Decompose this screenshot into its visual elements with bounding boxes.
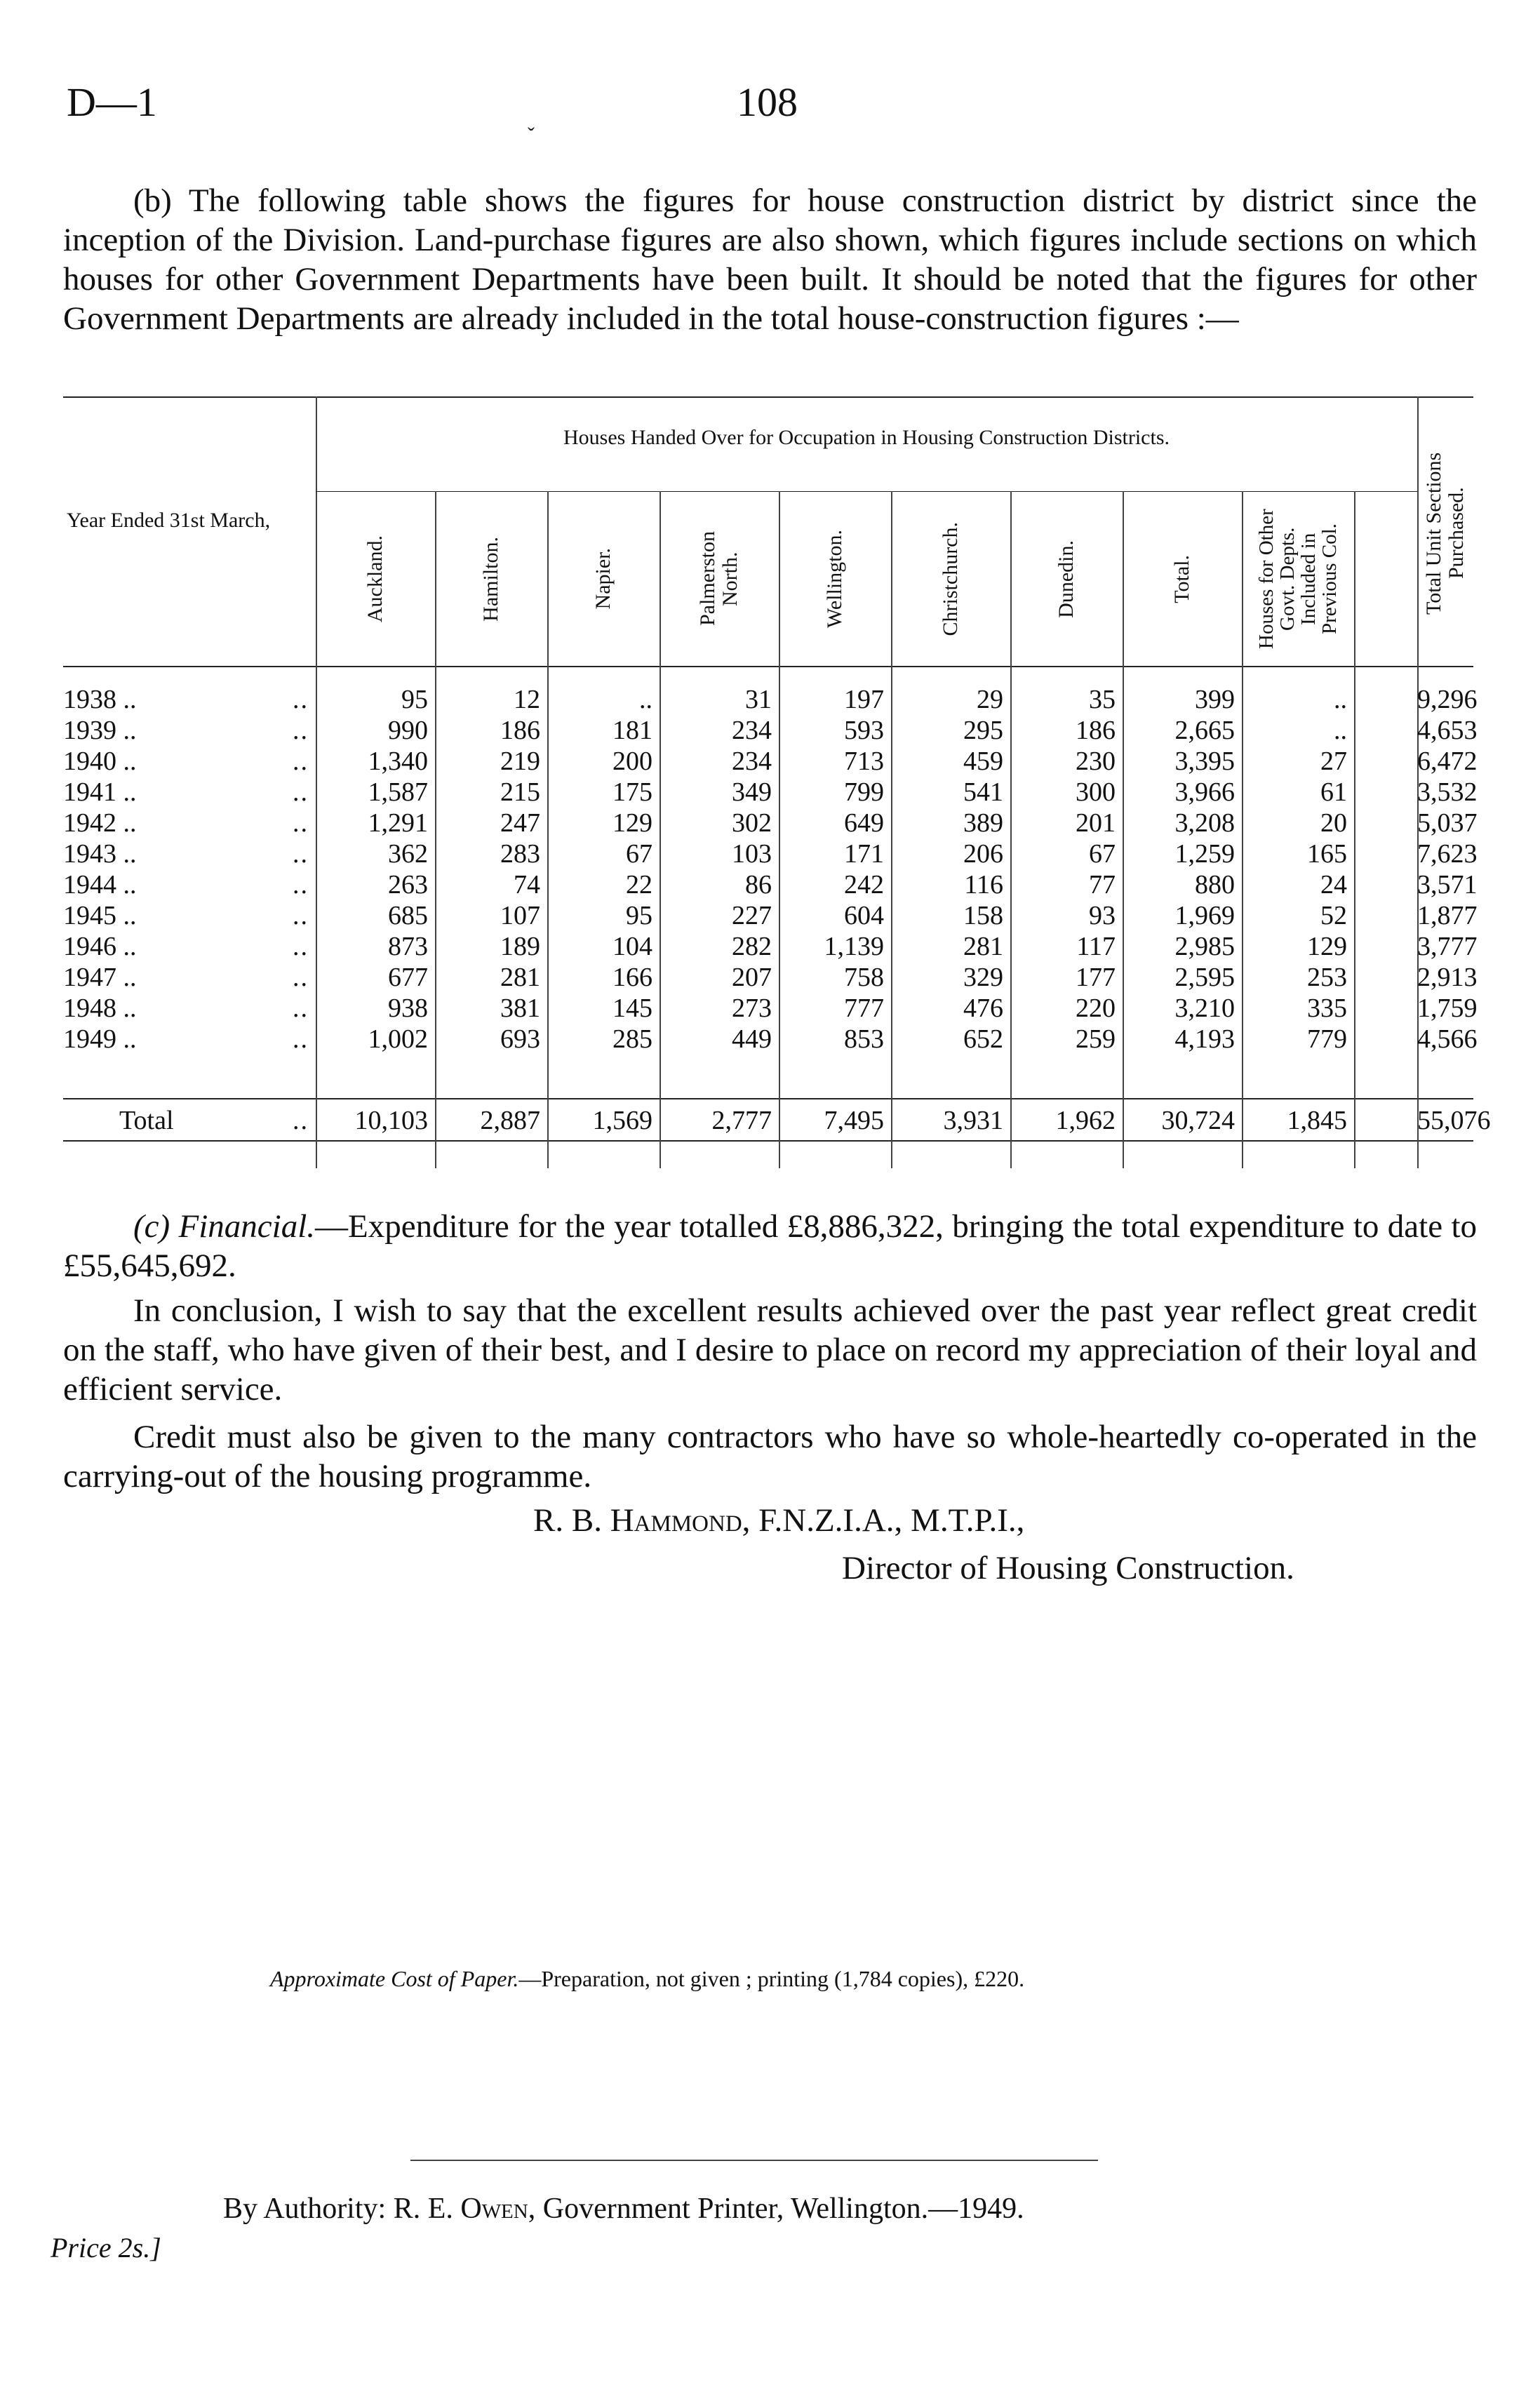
year-header: Year Ended 31st March, xyxy=(66,509,271,532)
cell: 3,395 xyxy=(1174,747,1235,776)
cell: 3,931 xyxy=(943,1106,1003,1135)
cell: 215 xyxy=(500,777,540,807)
cell: 95 xyxy=(626,901,652,930)
price: Price 2s.] xyxy=(51,2232,161,2263)
cell: 677 xyxy=(388,963,428,992)
table-row xyxy=(63,993,1478,1024)
table-row xyxy=(63,715,1478,746)
row-leader-dots: .. xyxy=(293,839,309,869)
cell: 2,887 xyxy=(480,1106,540,1135)
cell: 189 xyxy=(500,932,540,961)
cell: 103 xyxy=(732,839,772,869)
row-year: 1940 .. xyxy=(63,747,137,776)
cell: 116 xyxy=(964,870,1003,899)
cell: 7,495 xyxy=(824,1106,884,1135)
table-row xyxy=(63,931,1478,962)
cell: 3,208 xyxy=(1174,808,1235,838)
row-year: 1949 .. xyxy=(63,1024,137,1054)
cell: 201 xyxy=(1076,808,1116,838)
row-leader-dots: .. xyxy=(293,963,309,992)
cell: 652 xyxy=(963,1024,1003,1054)
cell: 1,002 xyxy=(368,1024,428,1054)
page-number: 108 xyxy=(737,79,798,125)
row-year: 1943 .. xyxy=(63,839,137,869)
cell: 1,759 xyxy=(1417,994,1478,1023)
cell: 61 xyxy=(1320,777,1347,807)
row-leader-dots: .. xyxy=(293,808,309,838)
cell: 399 xyxy=(1195,685,1235,714)
cell: 1,569 xyxy=(592,1106,652,1135)
cell: 285 xyxy=(612,1024,652,1054)
cell: 30,724 xyxy=(1161,1106,1235,1135)
cell: 22 xyxy=(626,870,652,899)
row-leader-dots: .. xyxy=(293,994,309,1023)
table-row xyxy=(63,808,1478,838)
cell: 2,595 xyxy=(1174,963,1235,992)
cell: 2,913 xyxy=(1417,963,1478,992)
cell: 263 xyxy=(388,870,428,899)
cell: 349 xyxy=(732,777,772,807)
cell: 541 xyxy=(963,777,1003,807)
row-leader-dots: .. xyxy=(293,716,309,745)
cell: 5,037 xyxy=(1417,808,1478,838)
row-year: 1941 .. xyxy=(63,777,137,807)
table-row xyxy=(63,838,1478,869)
cell: 220 xyxy=(1076,994,1116,1023)
cell: 880 xyxy=(1195,870,1235,899)
cell: 29 xyxy=(977,685,1003,714)
cell: 6,472 xyxy=(1417,747,1478,776)
table-row xyxy=(63,962,1478,993)
row-leader-dots: .. xyxy=(293,901,309,930)
cell: 1,340 xyxy=(368,747,428,776)
cell: 7,623 xyxy=(1417,839,1478,869)
housing-table xyxy=(63,396,1491,1175)
cell: 186 xyxy=(1076,716,1116,745)
cell: 27 xyxy=(1320,747,1347,776)
col-header-wellington: Wellington. xyxy=(823,529,846,629)
cell: 175 xyxy=(612,777,652,807)
col-header-napier: Napier. xyxy=(591,548,615,610)
table-top-rule xyxy=(63,396,1473,398)
total-bottom-rule xyxy=(63,1140,1473,1142)
cell: 3,210 xyxy=(1174,994,1235,1023)
row-year: Total xyxy=(119,1106,174,1135)
table-row xyxy=(63,684,1478,715)
cell: 3,571 xyxy=(1417,870,1478,899)
cell: 10,103 xyxy=(354,1106,428,1135)
col-header-sections: Total Unit Sections Purchased. xyxy=(1422,452,1468,615)
row-leader-dots: .. xyxy=(293,747,309,776)
cell: 283 xyxy=(500,839,540,869)
cell: 1,291 xyxy=(368,808,428,838)
cell: 3,532 xyxy=(1417,777,1478,807)
cell: 253 xyxy=(1307,963,1347,992)
col-header-other-depts: Houses for Other Govt. Depts. Included in Previous Col. xyxy=(1255,509,1341,649)
row-year: 1945 .. xyxy=(63,901,137,930)
cell: 74 xyxy=(514,870,540,899)
cell: 1,877 xyxy=(1417,901,1478,930)
cell: 95 xyxy=(401,685,428,714)
cell: 990 xyxy=(388,716,428,745)
row-leader-dots: .. xyxy=(293,685,309,714)
cell: 2,985 xyxy=(1174,932,1235,961)
cell: 206 xyxy=(963,839,1003,869)
span-header: Houses Handed Over for Occupation in Housing Construction Districts. xyxy=(563,426,1170,449)
stray-mark: ˇ xyxy=(528,123,535,147)
financial-paragraph xyxy=(63,1207,1477,1285)
cell: 4,193 xyxy=(1174,1024,1235,1054)
cell: 938 xyxy=(388,994,428,1023)
cell: 67 xyxy=(1089,839,1116,869)
cell: 24 xyxy=(1320,870,1347,899)
cell: 207 xyxy=(732,963,772,992)
cell: 381 xyxy=(500,994,540,1023)
row-leader-dots: .. xyxy=(293,870,309,899)
row-year: 1942 .. xyxy=(63,808,137,838)
row-leader-dots: .. xyxy=(293,777,309,807)
cell: 282 xyxy=(732,932,772,961)
cell: 117 xyxy=(1076,932,1116,961)
cell: 234 xyxy=(732,747,772,776)
cell: 362 xyxy=(388,839,428,869)
cell: 259 xyxy=(1076,1024,1116,1054)
signatory-name: R. B. Hammond, F.N.Z.I.A., M.T.P.I., xyxy=(533,1502,1025,1539)
printer-authority: By Authority: R. E. Owen, Government Printer, Wellington.—1949. xyxy=(223,2193,1024,2225)
cell: 4,566 xyxy=(1417,1024,1478,1054)
cell: 2,665 xyxy=(1174,716,1235,745)
signatory-title: Director of Housing Construction. xyxy=(842,1550,1294,1586)
cell: 197 xyxy=(844,685,884,714)
cell: 4,653 xyxy=(1417,716,1478,745)
cell: 219 xyxy=(500,747,540,776)
row-year: 1944 .. xyxy=(63,870,137,899)
cell: 449 xyxy=(732,1024,772,1054)
cell: 1,969 xyxy=(1174,901,1235,930)
cell: 3,966 xyxy=(1174,777,1235,807)
cell: 129 xyxy=(612,808,652,838)
cell: 779 xyxy=(1307,1024,1347,1054)
header-bottom-rule xyxy=(63,666,1473,667)
cell: 273 xyxy=(732,994,772,1023)
intro-paragraph: (b) The following table shows the figures for house construction district by district since the inception of the Division. Land-purchase figures are also shown, which figures include sections on which houses for other Government Departments have been built. It should be noted that the figures for other Government Departments are already included in the total house-construction figures :— xyxy=(63,182,1477,337)
table-total-row xyxy=(63,1105,1491,1136)
document-reference: D—1 xyxy=(67,79,157,125)
cell: 281 xyxy=(500,963,540,992)
row-leader-dots: .. xyxy=(293,932,309,961)
row-year: 1938 .. xyxy=(63,685,137,714)
credit-paragraph: Credit must also be given to the many contractors who have so whole-heartedly co-operated in the carrying-out of the housing programme. xyxy=(63,1419,1477,1494)
cell: 234 xyxy=(732,716,772,745)
col-header-christchurch: Christchurch. xyxy=(939,521,962,636)
cell: 247 xyxy=(500,808,540,838)
col-header-auckland: Auckland. xyxy=(363,535,387,623)
table-row xyxy=(63,1024,1478,1055)
cell: 593 xyxy=(844,716,884,745)
cell: 459 xyxy=(963,747,1003,776)
row-year: 1948 .. xyxy=(63,994,137,1023)
cell: 166 xyxy=(612,963,652,992)
cell: 158 xyxy=(963,901,1003,930)
col-header-palmerston: Palmerston North. xyxy=(696,531,742,627)
cell: 295 xyxy=(963,716,1003,745)
cell: 242 xyxy=(844,870,884,899)
cell: 777 xyxy=(844,994,884,1023)
row-year: 1939 .. xyxy=(63,716,137,745)
cell: 713 xyxy=(844,747,884,776)
financial-label: (c) Financial. xyxy=(133,1208,316,1245)
cell: 86 xyxy=(745,870,772,899)
cell: 1,587 xyxy=(368,777,428,807)
conclusion-paragraph: In conclusion, I wish to say that the excellent results achieved over the past year reflect great credit on the staff, who have given of their best, and I desire to place on record my appreciation of their loyal and efficient service. xyxy=(63,1292,1477,1407)
table-row xyxy=(63,746,1478,777)
financial-text: —Expenditure for the year totalled £8,886,322, bringing the total expenditure to date to £55,645,692. xyxy=(63,1208,1477,1284)
cell: 165 xyxy=(1307,839,1347,869)
col-header-total: Total. xyxy=(1170,554,1193,603)
cell: 107 xyxy=(500,901,540,930)
cell: 3,777 xyxy=(1417,932,1478,961)
total-top-rule xyxy=(63,1098,1473,1099)
cell: 145 xyxy=(612,994,652,1023)
cell: 799 xyxy=(844,777,884,807)
cell: 685 xyxy=(388,901,428,930)
cost-of-paper: Approximate Cost of Paper.—Preparation, not given ; printing (1,784 copies), £220. xyxy=(270,1966,1025,1991)
cell: 93 xyxy=(1089,901,1116,930)
cell: 758 xyxy=(844,963,884,992)
col-header-dunedin: Dunedin. xyxy=(1054,540,1078,618)
cell: 853 xyxy=(844,1024,884,1054)
cell: 129 xyxy=(1307,932,1347,961)
cell: 9,296 xyxy=(1417,685,1478,714)
cell: 200 xyxy=(612,747,652,776)
row-leader-dots: .. xyxy=(293,1024,309,1054)
cell: 693 xyxy=(500,1024,540,1054)
cell: 230 xyxy=(1076,747,1116,776)
cell: .. xyxy=(639,685,652,714)
cell: 1,139 xyxy=(824,932,884,961)
cell: 227 xyxy=(732,901,772,930)
cell: 604 xyxy=(844,901,884,930)
cell: 476 xyxy=(963,994,1003,1023)
span-header-rule xyxy=(316,491,1417,492)
table-row xyxy=(63,777,1478,808)
cell: 300 xyxy=(1076,777,1116,807)
cell: 31 xyxy=(745,685,772,714)
cell: 389 xyxy=(963,808,1003,838)
row-year: 1946 .. xyxy=(63,932,137,961)
cell: 104 xyxy=(612,932,652,961)
cell: 329 xyxy=(963,963,1003,992)
cell: 2,777 xyxy=(711,1106,772,1135)
cell: 649 xyxy=(844,808,884,838)
cell: 12 xyxy=(514,685,540,714)
col-header-hamilton: Hamilton. xyxy=(479,536,502,622)
cell: 177 xyxy=(1076,963,1116,992)
cell: 67 xyxy=(626,839,652,869)
cell: 1,962 xyxy=(1055,1106,1116,1135)
cell: 873 xyxy=(388,932,428,961)
cell: 1,845 xyxy=(1287,1106,1347,1135)
table-row xyxy=(63,869,1478,900)
cell: .. xyxy=(1334,685,1347,714)
cell: 171 xyxy=(844,839,884,869)
cell: 77 xyxy=(1089,870,1116,899)
cell: 20 xyxy=(1320,808,1347,838)
cell: 302 xyxy=(732,808,772,838)
cell: 281 xyxy=(963,932,1003,961)
cell: .. xyxy=(1334,716,1347,745)
table-row xyxy=(63,900,1478,931)
cell: 335 xyxy=(1307,994,1347,1023)
cell: 35 xyxy=(1089,685,1116,714)
cell: 186 xyxy=(500,716,540,745)
cell: 1,259 xyxy=(1174,839,1235,869)
footer-rule xyxy=(410,2160,1098,2161)
row-leader-dots: .. xyxy=(293,1106,309,1135)
cell: 52 xyxy=(1320,901,1347,930)
cell: 55,076 xyxy=(1417,1106,1491,1135)
cell: 181 xyxy=(612,716,652,745)
row-year: 1947 .. xyxy=(63,963,137,992)
